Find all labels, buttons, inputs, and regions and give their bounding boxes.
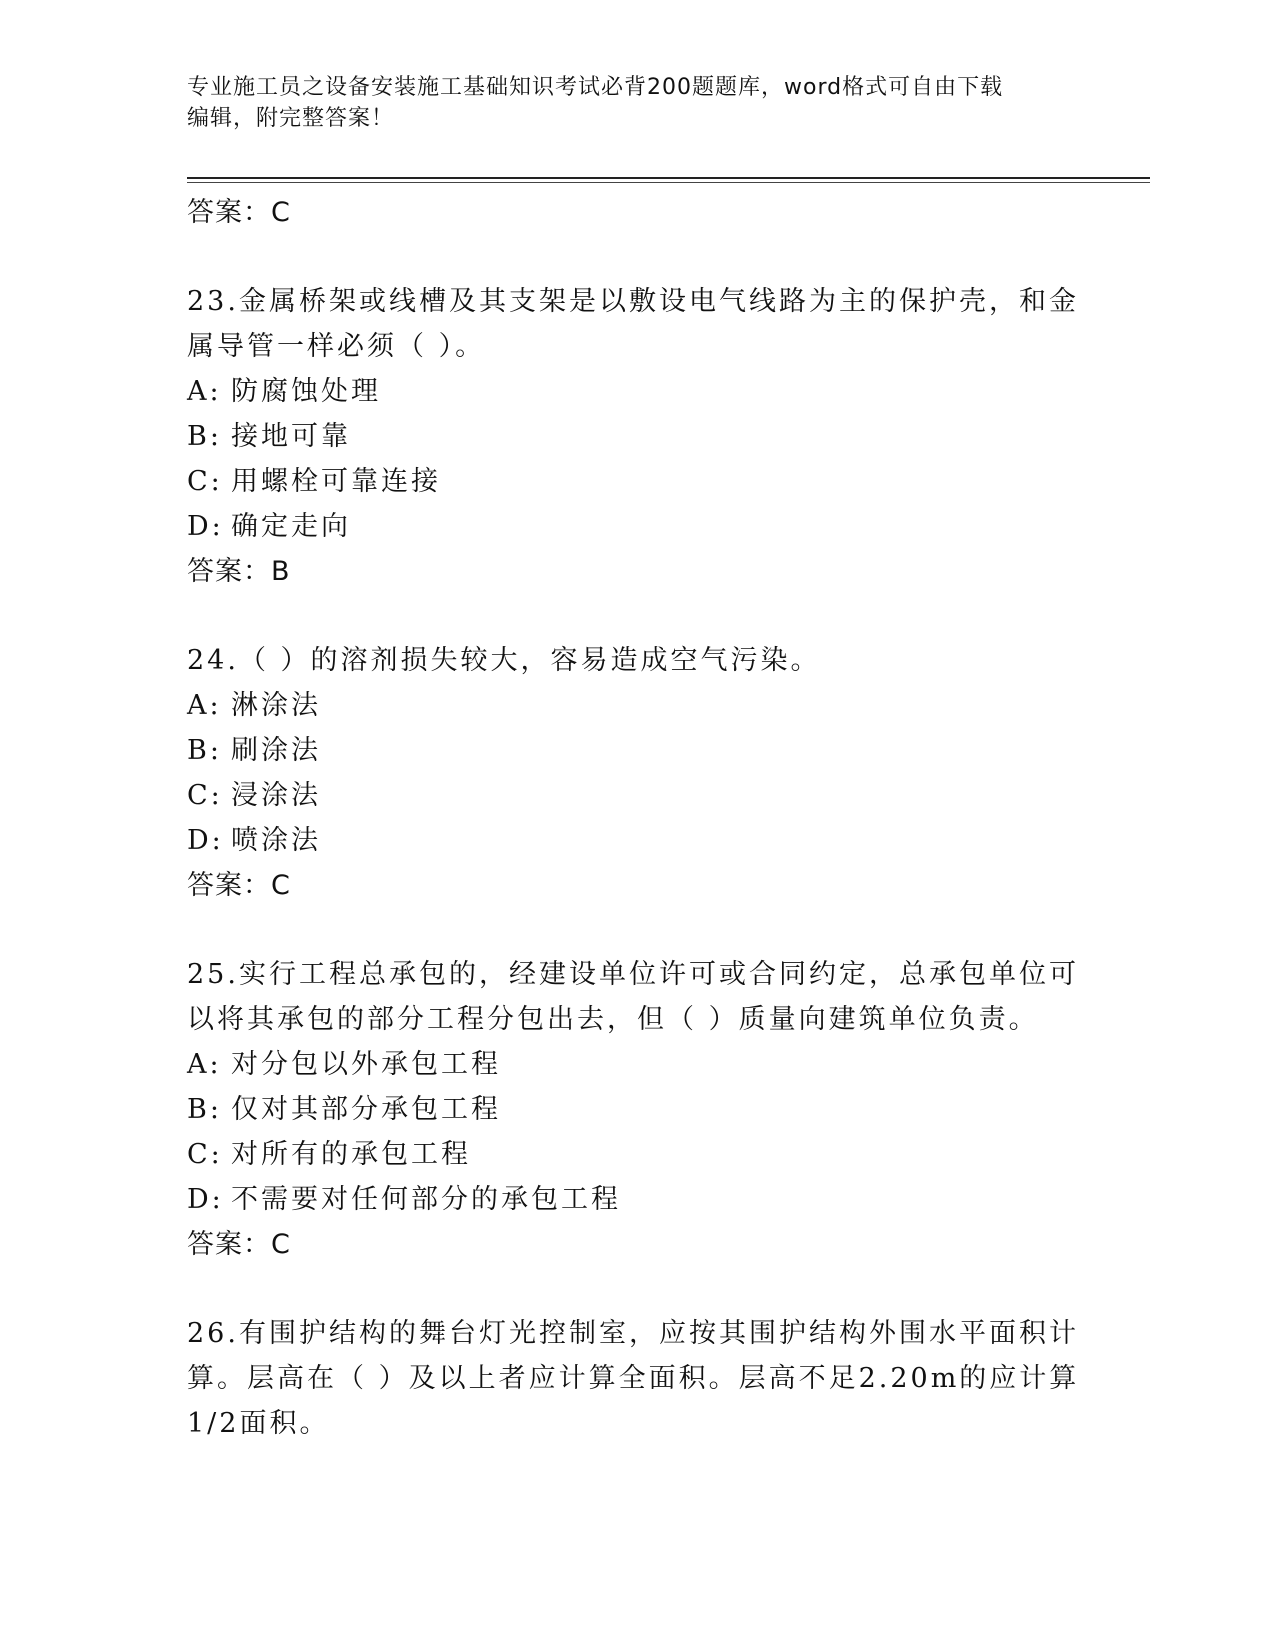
option-key: C: (187, 780, 223, 811)
option-key: B: (187, 421, 222, 452)
option-text: 喷涂法 (231, 825, 321, 856)
option-b (187, 1087, 1087, 1132)
option-a (187, 369, 1087, 414)
option-key: B: (187, 1094, 222, 1125)
option-key: B: (187, 735, 222, 766)
option-key: A: (187, 376, 222, 407)
option-key: C: (187, 466, 223, 497)
option-a (187, 1042, 1087, 1087)
option-b (187, 414, 1087, 459)
option-d (187, 1177, 1087, 1222)
option-key: C: (187, 1139, 223, 1170)
option-key: D: (187, 825, 224, 856)
option-text: 防腐蚀处理 (231, 376, 381, 407)
option-c (187, 1132, 1087, 1177)
header-divider-thin (187, 182, 1150, 183)
option-text: 确定走向 (231, 511, 351, 542)
answer-label: 答案：C (187, 1229, 291, 1260)
question-25 (187, 952, 1087, 1267)
question-26 (187, 1311, 1087, 1446)
question-23 (187, 279, 1087, 594)
option-text: 用螺栓可靠连接 (231, 466, 441, 497)
option-text: 对所有的承包工程 (231, 1139, 471, 1170)
option-key: A: (187, 690, 222, 721)
option-a (187, 683, 1087, 728)
header-divider-thick (187, 177, 1150, 179)
question-text: 25.实行工程总承包的，经建设单位许可或合同约定，总承包单位可以将其承包的部分工程分包出去，但（ ）质量向建筑单位负责。 (187, 959, 1079, 1035)
option-key: D: (187, 1184, 224, 1215)
option-c (187, 459, 1087, 504)
question-text: 24.（ ）的溶剂损失较大，容易造成空气污染。 (187, 645, 821, 676)
question-text: 26.有围护结构的舞台灯光控制室，应按其围护结构外围水平面积计算。层高在（ ）及以上者应计算全面积。层高不足2.20m的应计算1/2面积。 (187, 1318, 1080, 1439)
header-title-line-2: 编辑，附完整答案！ (187, 106, 395, 131)
page-header (187, 72, 1067, 134)
question-text: 23.金属桥架或线槽及其支架是以敷设电气线路为主的保护壳，和金属导管一样必须（ ）。 (187, 286, 1079, 362)
option-text: 淋涂法 (231, 690, 321, 721)
answer-label: 答案：B (187, 556, 291, 587)
option-key: D: (187, 511, 224, 542)
option-text: 刷涂法 (231, 735, 321, 766)
option-text: 接地可靠 (231, 421, 351, 452)
header-title-line-1: 专业施工员之设备安装施工基础知识考试必背200题题库，word格式可自由下载 (187, 75, 1004, 100)
option-b (187, 728, 1087, 773)
previous-question-answer: 答案：C (187, 197, 291, 228)
option-d (187, 818, 1087, 863)
question-24 (187, 638, 1087, 908)
option-text: 仅对其部分承包工程 (231, 1094, 501, 1125)
option-d (187, 504, 1087, 549)
document-content (187, 190, 1087, 1446)
option-key: A: (187, 1049, 222, 1080)
option-c (187, 773, 1087, 818)
option-text: 浸涂法 (231, 780, 321, 811)
option-text: 对分包以外承包工程 (231, 1049, 501, 1080)
option-text: 不需要对任何部分的承包工程 (231, 1184, 621, 1215)
answer-label: 答案：C (187, 870, 291, 901)
